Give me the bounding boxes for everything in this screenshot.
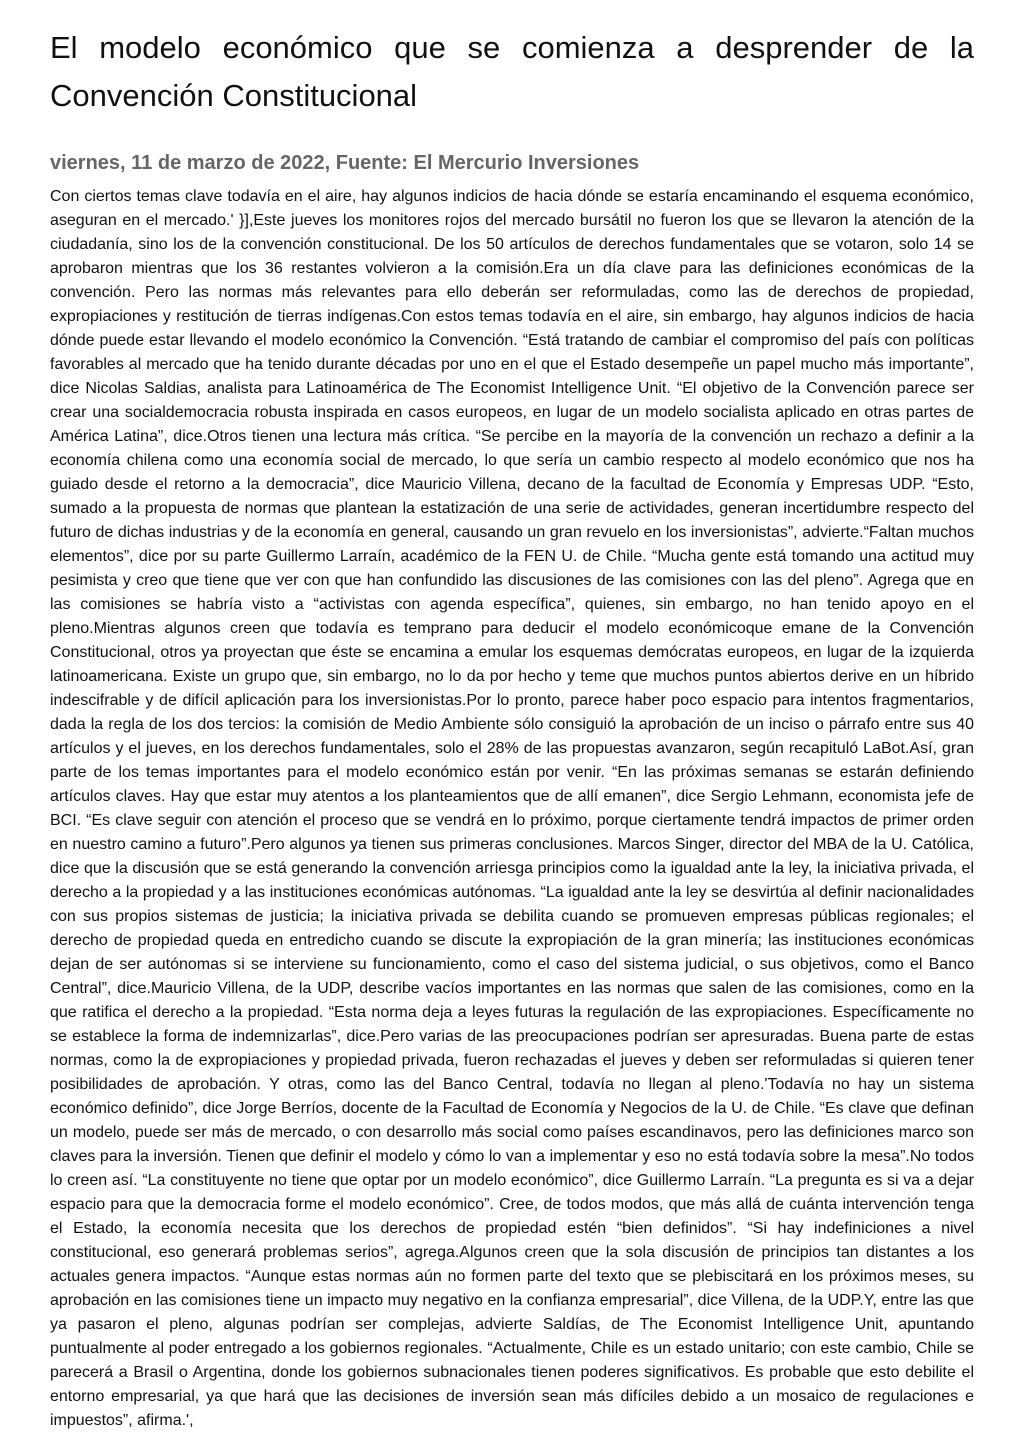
article-date-source: viernes, 11 de marzo de 2022, Fuente: El Mercurio Inversiones <box>50 152 640 174</box>
article-body: Con ciertos temas clave todavía en el aire, hay algunos indicios de hacia dónde se estaría encaminando el esquema económico, aseguran en el mercado.' }],Este jueves los monitores rojos del mercado bursátil no fueron los que se llevaron la atención de la ciudadanía, sino los de la convención constitucional. De los 50 artículos de derechos fundamentales que se votaron, solo 14 se aprobaron mientras que los 36 restantes volvieron a la comisión.Era un día clave para las definiciones económicas de la convención. Pero las normas más relevantes para ello deberán ser reformuladas, como las de derechos de propiedad, expropiaciones y restitución de tierras indígenas.Con estos temas todavía en el aire, sin embargo, hay algunos indicios de hacia dónde puede estar llevando el modelo económico la Convención. “Está tratando de cambiar el compromiso del país con políticas favorables al mercado que ha tenido durante décadas por uno en el que el Estado desempeñe un papel mucho más importante”, dice Nicolas Saldias, analista para Latinoamérica de The Economist Intelligence Unit. “El objetivo de la Convención parece ser crear una socialdemocracia robusta inspirada en casos europeos, en lugar de un modelo socialista aplicado en otras partes de América Latina”, dice.Otros tienen una lectura más crítica. “Se percibe en la mayoría de la convención un rechazo a definir a la economía chilena como una economía social de mercado, lo que sería un cambio respecto al modelo económico que nos ha guiado desde el retorno a la democracia”, dice Mauricio Villena, decano de la facultad de Economía y Empresas UDP. “Esto, sumado a la propuesta de normas que plantean la estatización de una serie de actividades, generan incertidumbre respecto del futuro de dichas industrias y de la economía en general, causando un gran revuelo en los inversionistas”, advierte.“Faltan muchos elementos”, dice por su parte Guillermo Larraín, académico de la FEN U. de Chile. “Mucha gente está tomando una actitud muy pesimista y creo que tiene que ver con que han confundido las discusiones de las comisiones con las del pleno”. Agrega que en las comisiones se habría visto a “activistas con agenda específica”, quienes, sin embargo, no han tenido apoyo en el pleno.Mientras algunos creen que todavía es temprano para deducir el modelo económicoque emane de la Convención Constitucional, otros ya proyectan que éste se encamina a emular los esquemas demócratas europeos, en lugar de la izquierda latinoamericana. Existe un grupo que, sin embargo, no lo da por hecho y teme que muchos puntos abiertos derive en un híbrido indescifrable y de difícil aplicación para los inversionistas.Por lo pronto, parece haber poco espacio para intentos fragmentarios, dada la regla de los dos tercios: la comisión de Medio Ambiente sólo consiguió la aprobación de un inciso o párrafo entre sus 40 artículos y el jueves, en los derechos fundamentales, solo el 28% de las propuestas avanzaron, según recapituló LaBot.Así, gran parte de los temas importantes para el modelo económico están por venir. “En las próximas semanas se estarán definiendo artículos claves. Hay que estar muy atentos a los planteamientos que de allí emanen”, dice Sergio Lehmann, economista jefe de BCI. “Es clave seguir con atención el proceso que se vendrá en lo próximo, porque ciertamente tendrá impactos de primer orden en nuestro camino a futuro”.Pero algunos ya tienen sus primeras conclusiones. Marcos Singer, director del MBA de la U. Católica, dice que la discusión que se está generando la convención arriesga principios como la igualdad ante la ley, la iniciativa privada, el derecho a la propiedad y a las instituciones económicas autónomas. “La igualdad ante la ley se desvirtúa al definir nacionalidades con sus propios sistemas de justicia; la iniciativa privada se debilita cuando se promueven empresas públicas regionales; el derecho de propiedad queda en entredicho cuando se discute la expropiación de la gran minería; las instituciones económicas dejan de ser autónomas si se interviene su funcionamiento, como el caso del sistema judicial, o sus objetivos, como el Banco Central”, dice.Mauricio Villena, de la UDP, describe vacíos importantes en las normas que salen de las comisiones, como en la que ratifica el derecho a la propiedad. “Esta norma deja a leyes futuras la regulación de las expropiaciones. Específicamente no se establece la forma de indemnizarlas”, dice.Pero varias de las preocupaciones podrían ser apresuradas. Buena parte de estas normas, como la de expropiaciones y propiedad privada, fueron rechazadas el jueves y deben ser reformuladas si quieren tener posibilidades de aprobación. Y otras, como las del Banco Central, todavía no llegan al pleno.'Todavía no hay un sistema económico definido”, dice Jorge Berríos, docente de la Facultad de Economía y Negocios de la U. de Chile. “Es clave que definan un modelo, puede ser más de mercado, o con desarrollo más social como países escandinavos, pero las definiciones marco son claves para la inversión. Tienen que definir el modelo y cómo lo van a implementar y eso no está todavía sobre la mesa”.No todos lo creen así. “La constituyente no tiene que optar por un modelo económico”, dice Guillermo Larraín. “La pregunta es si va a dejar espacio para que la democracia forme el modelo económico”. Cree, de todos modos, que más allá de cuánta intervención tenga el Estado, la economía necesita que los derechos de propiedad estén “bien definidos”. “Si hay indefiniciones a nivel constitucional, eso generará problemas serios”, agrega.Algunos creen que la sola discusión de principios tan distantes a los actuales genera impactos. “Aunque estas normas aún no formen parte del texto que se plebiscitará en los próximos meses, su aprobación en las comisiones tiene un impacto muy negativo en la confianza empresarial”, dice Villena, de la UDP.Y, entre las que ya pasaron el pleno, algunas podrían ser complejas, advierte Saldías, de The Economist Intelligence Unit, apuntando puntualmente al poder entregado a los gobiernos regionales. “Actualmente, Chile es un estado unitario; con este cambio, Chile se parecerá a Brasil o Argentina, donde los gobiernos subnacionales tienen poderes significativos. Es probable que esto debilite el entorno empresarial, ya que hará que las decisiones de inversión sean más difíciles debido a un mosaico de regulaciones e impuestos”, afirma.', <box>50 188 974 1429</box>
article-title: El modelo económico que se comienza a desprender de la Convención Constitucional <box>50 30 974 113</box>
article <box>50 24 974 1433</box>
